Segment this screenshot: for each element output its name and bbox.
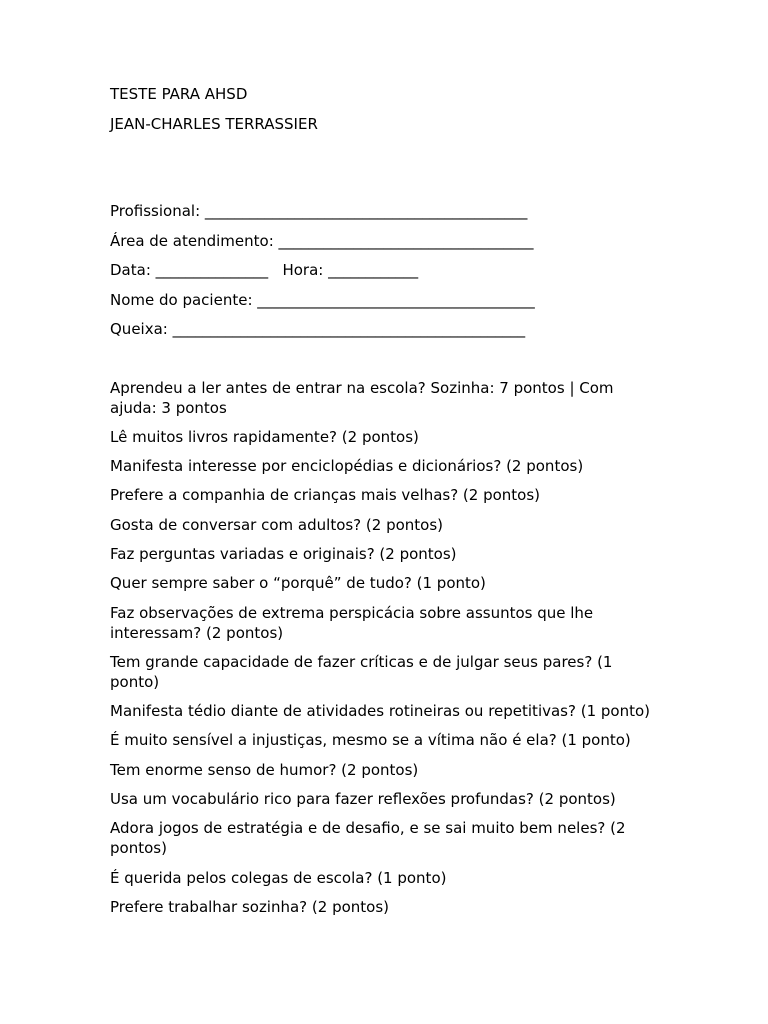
form-field-data-hora: Data: _______________ Hora: ____________ [110, 261, 419, 279]
question-item: É querida pelos colegas de escola? (1 ponto) [110, 868, 447, 887]
document-author: JEAN-CHARLES TERRASSIER [110, 114, 318, 133]
question-item: Lê muitos livros rapidamente? (2 pontos) [110, 427, 419, 446]
question-item: Usa um vocabulário rico para fazer reflexões profundas? (2 pontos) [110, 790, 616, 809]
question-list [110, 378, 655, 917]
document-header [110, 84, 655, 134]
form-field-area-atendimento: Área de atendimento: __________________________________ [110, 231, 534, 250]
question-item: Prefere trabalhar sozinha? (2 pontos) [110, 897, 390, 916]
form-fields [110, 201, 655, 339]
question-item: Adora jogos de estratégia e de desafio, e se sai muito bem neles? (2 pontos) [110, 819, 631, 858]
question-item: É muito sensível a injustiças, mesmo se a vítima não é ela? (1 ponto) [110, 731, 631, 750]
question-item: Gosta de conversar com adultos? (2 pontos) [110, 515, 444, 534]
question-item: Aprendeu a ler antes de entrar na escola? Sozinha: 7 pontos | Com ajuda: 3 pontos [110, 378, 619, 417]
question-item: Faz perguntas variadas e originais? (2 pontos) [110, 544, 457, 563]
question-item: Manifesta tédio diante de atividades rotineiras ou repetitivas? (1 ponto) [110, 702, 650, 721]
question-item: Manifesta interesse por enciclopédias e dicionários? (2 pontos) [110, 457, 584, 476]
form-field-queixa: Queixa: _______________________________________________ [110, 320, 526, 338]
question-item: Tem enorme senso de humor? (2 pontos) [110, 760, 419, 779]
document-page [110, 84, 655, 926]
form-field-profissional: Profissional: ___________________________________________ [110, 202, 528, 220]
question-item: Prefere a companhia de crianças mais velhas? (2 pontos) [110, 486, 541, 505]
question-item: Tem grande capacidade de fazer críticas e de julgar seus pares? (1 ponto) [110, 652, 618, 691]
question-item: Quer sempre saber o “porquê” de tudo? (1 ponto) [110, 574, 486, 593]
form-field-nome-paciente: Nome do paciente: _____________________________________ [110, 290, 535, 309]
document-title: TESTE PARA AHSD [110, 85, 248, 103]
question-item: Faz observações de extrema perspicácia sobre assuntos que lhe interessam? (2 pontos) [110, 603, 598, 642]
